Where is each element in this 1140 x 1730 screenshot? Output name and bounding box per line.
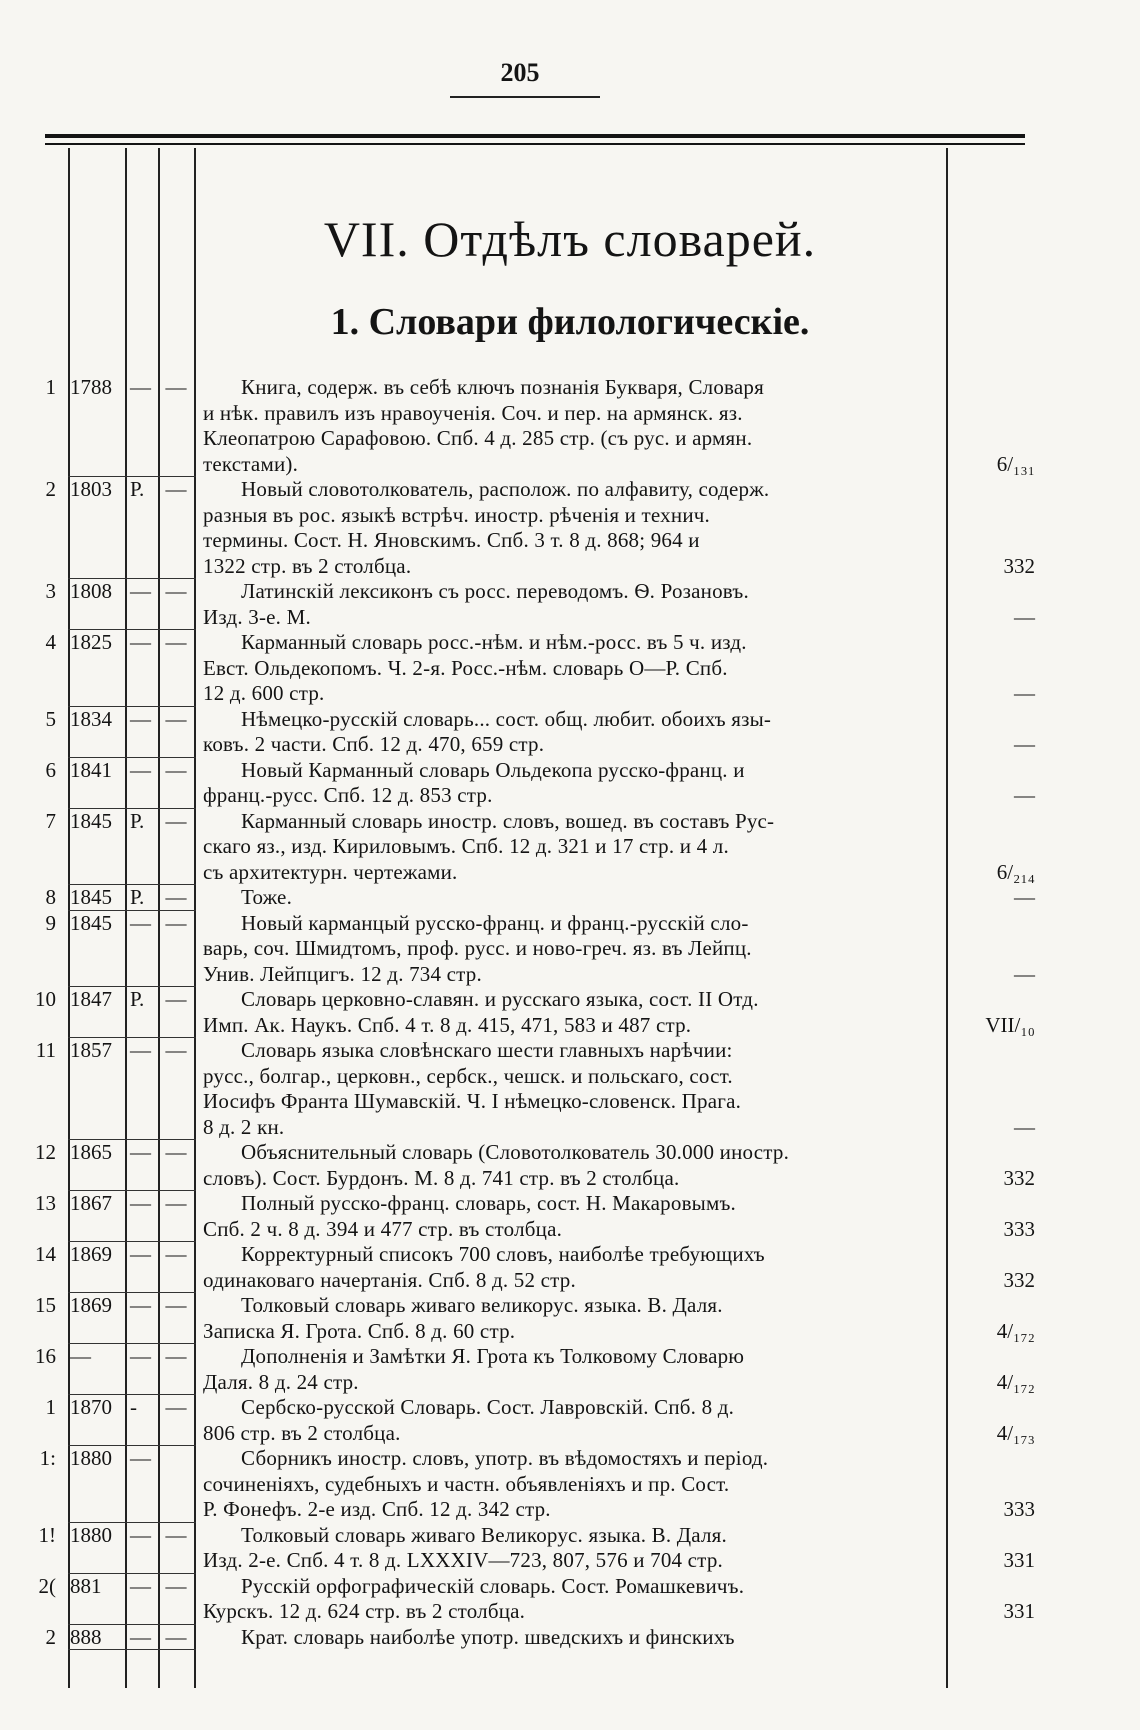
- entry-text-line: Книга, содерж. въ себѣ ключъ познанія Букваря, Словаря: [241, 375, 764, 399]
- entry-dash: —: [165, 1038, 187, 1062]
- entry-text-line: 8 д. 2 кн.: [203, 1114, 285, 1139]
- entry-reference: —: [1014, 961, 1035, 986]
- entry-dash: —: [165, 1395, 187, 1419]
- entry-description: [203, 1395, 941, 1446]
- entry-text-line: термины. Сост. Н. Яновскимъ. Спб. 3 т. 8 д. 868; 964 и: [203, 528, 700, 552]
- entry-reference: VII/₁₀: [985, 1012, 1035, 1037]
- entry-number: 1: [45, 375, 56, 399]
- entry-year: 1880: [70, 1522, 112, 1547]
- entry-text-line: Новый Карманный словарь Ольдекопа русско-франц. и: [241, 757, 745, 782]
- entry-dash: —: [165, 1140, 187, 1164]
- entry-text-line: Р. Фонефъ. 2-е изд. Спб. 12 д. 342 стр.: [203, 1497, 551, 1521]
- entry-text-line: Клеопатрою Сарафовою. Спб. 4 д. 285 стр. (съ рус. и армян.: [203, 426, 753, 450]
- entry-text-line: Курскъ. 12 д. 624 стр. въ 2 столбца.: [203, 1599, 526, 1623]
- entry-text-line: Дополненія и Замѣтки Я. Грота къ Толковому Словарю: [241, 1344, 745, 1368]
- entry-description: [203, 809, 941, 886]
- entry-text-line: Нѣмецко-русскій словарь... сост. общ. любит. обоихъ язы-: [241, 706, 772, 731]
- entry-number: 2: [45, 477, 56, 501]
- subsection-title: 1. Словари филологическіе.: [330, 301, 810, 343]
- entry-dash: —: [165, 375, 187, 399]
- entry-number: 12: [35, 1140, 56, 1164]
- entry-number: 8: [45, 885, 56, 909]
- entry-description: [203, 1344, 941, 1395]
- page-number: 205: [500, 58, 540, 87]
- entry-text-line: 12 д. 600 стр.: [203, 681, 325, 705]
- entry-dash: —: [165, 1522, 187, 1547]
- entry-description: [203, 1293, 941, 1344]
- entry-mark: —: [130, 1624, 151, 1649]
- entry-year: 1845: [70, 885, 112, 909]
- entry-description: [203, 758, 941, 809]
- entry-text-line: 806 стр. въ 2 столбца.: [203, 1420, 401, 1445]
- entry-year: 1869: [70, 1242, 112, 1266]
- entry-text-line: варь, соч. Шмидтомъ, проф. русс. и ново-греч. яз. въ Лейпц.: [203, 936, 752, 960]
- entry-description: [203, 1242, 941, 1293]
- entry-reference: 332: [1003, 1165, 1035, 1190]
- entry-dash: —: [165, 757, 187, 782]
- entry-mark: -: [130, 1395, 137, 1419]
- entry-text-line: Объяснительный словарь (Словотолкователь 30.000 иностр.: [241, 1140, 790, 1164]
- entry-description: [203, 987, 941, 1038]
- entry-text-line: Крат. словарь наиболѣе употр. шведскихъ и финскихъ: [241, 1624, 735, 1649]
- entry-mark: —: [130, 1522, 151, 1547]
- entry-text-line: 1322 стр. въ 2 столбца.: [203, 553, 412, 578]
- entry-mark: —: [130, 1573, 151, 1598]
- entry-reference: —: [1014, 681, 1035, 705]
- entry-number: 16: [35, 1344, 56, 1368]
- entry-text-line: разныя въ рос. языкѣ встрѣч. иностр. рѣченія и технич.: [203, 502, 710, 527]
- entry-text-line: Русскій орфографическій словарь. Сост. Ромашкевичъ.: [241, 1573, 745, 1598]
- entry-mark: —: [130, 1038, 151, 1062]
- entry-reference: 331: [1003, 1599, 1035, 1623]
- entry-number: 14: [35, 1242, 56, 1266]
- entry-reference: 4/₁₇₂: [996, 1318, 1035, 1343]
- entry-text-line: Корректурный списокъ 700 словъ, наиболѣе требующихъ: [241, 1242, 765, 1266]
- entry-mark: Р.: [130, 808, 145, 833]
- entry-mark: Р.: [130, 477, 145, 501]
- entry-number: 4: [45, 630, 56, 654]
- entry-year: 1788: [70, 375, 112, 399]
- entry-mark: —: [130, 1293, 151, 1317]
- entry-year: 1845: [70, 910, 112, 935]
- entry-year: 888: [70, 1624, 102, 1649]
- entry-text-line: Записка Я. Грота. Спб. 8 д. 60 стр.: [203, 1318, 516, 1343]
- entry-reference: 333: [1003, 1216, 1035, 1241]
- entry-reference: 4/₁₇₃: [996, 1420, 1035, 1445]
- entry-text-line: Толковый словарь живаго великорус. языка. В. Даля.: [241, 1293, 723, 1317]
- entry-description: [203, 1038, 941, 1140]
- entry-text-line: Новый карманцый русско-франц. и франц.-русскій сло-: [241, 910, 749, 935]
- entry-text-line: Толковый словарь живаго Великорус. языка. В. Даля.: [241, 1522, 727, 1547]
- entry-year: 1870: [70, 1395, 112, 1419]
- entry-text-line: Полный русско-франц. словарь, сост. Н. Макаровымъ.: [241, 1191, 736, 1215]
- entry-description: [203, 1523, 941, 1574]
- entry-number: 1:: [39, 1446, 56, 1470]
- entry-text-line: ковъ. 2 части. Спб. 12 д. 470, 659 стр.: [203, 732, 545, 756]
- entry-text-line: Спб. 2 ч. 8 д. 394 и 477 стр. въ столбца.: [203, 1216, 563, 1241]
- entry-number: 15: [35, 1293, 56, 1317]
- entry-text-line: Сербско-русской Словарь. Сост. Лавровскій. Спб. 8 д.: [241, 1395, 735, 1419]
- entry-text-line: Сборникъ иностр. словъ, употр. въ вѣдомостяхъ и період.: [241, 1446, 769, 1470]
- entry-reference: —: [1014, 732, 1035, 756]
- entry-reference: —: [1014, 885, 1035, 909]
- entry-dash: —: [165, 1624, 187, 1649]
- entry-reference: 333: [1003, 1497, 1035, 1521]
- entry-description: [203, 579, 941, 630]
- entry-text-line: и нѣк. правилъ изъ нравоученія. Соч. и пер. на армянск. яз.: [203, 400, 743, 425]
- entry-reference: 332: [1003, 1267, 1035, 1292]
- entry-mark: —: [130, 757, 151, 782]
- entry-separator: [68, 1649, 196, 1650]
- entry-reference: 331: [1003, 1548, 1035, 1572]
- entry-number: 3: [45, 579, 56, 603]
- entry-year: 1841: [70, 757, 112, 782]
- entry-year: 1867: [70, 1191, 112, 1215]
- entry-dash: —: [165, 1191, 187, 1215]
- entry-mark: Р.: [130, 885, 145, 909]
- entry-number: 1!: [38, 1522, 56, 1547]
- entry-mark: —: [130, 1140, 151, 1164]
- entry-number: 2(: [38, 1573, 56, 1598]
- entry-text-line: Карманный словарь росс.-нѣм. и нѣм.-росс. въ 5 ч. изд.: [241, 630, 747, 654]
- entry-dash: —: [165, 1344, 187, 1368]
- entry-reference: —: [1014, 783, 1035, 807]
- entry-number: 5: [45, 706, 56, 731]
- entry-text-line: Карманный словарь иностр. словъ, вошед. въ составъ Рус-: [241, 808, 775, 833]
- entry-dash: —: [165, 630, 187, 654]
- entry-mark: Р.: [130, 987, 145, 1011]
- entry-dash: —: [165, 1293, 187, 1317]
- entry-text-line: скаго яз., изд. Кириловымъ. Спб. 12 д. 321 и 17 стр. и 4 л.: [203, 834, 729, 858]
- entry-mark: —: [130, 579, 151, 603]
- entry-mark: —: [130, 375, 151, 399]
- entry-mark: —: [130, 1344, 151, 1368]
- entry-text-line: Латинскій лексиконъ съ росс. переводомъ. Ѳ. Розановъ.: [241, 579, 749, 603]
- entry-number: 9: [45, 910, 56, 935]
- entry-description: [203, 1446, 941, 1523]
- entry-text-line: Иосифъ Франта Шумавскій. Ч. I нѣмецко-словенск. Прага.: [203, 1089, 742, 1113]
- entry-number: 7: [45, 808, 56, 833]
- entry-mark: —: [130, 1191, 151, 1215]
- entry-description: [203, 911, 941, 988]
- entry-number: 6: [45, 757, 56, 782]
- entry-description: [203, 707, 941, 758]
- entry-year: 1834: [70, 706, 112, 731]
- entry-year: 1845: [70, 808, 112, 833]
- entry-dash: —: [165, 1573, 187, 1598]
- entry-mark: —: [130, 1446, 151, 1470]
- entry-description: [203, 630, 941, 707]
- entry-text-line: сочиненіяхъ, судебныхъ и частн. объявленіяхъ и пр. Сост.: [203, 1471, 730, 1496]
- entry-reference: 6/₂₁₄: [996, 859, 1035, 884]
- entry-description: [203, 1140, 941, 1191]
- entry-reference: 332: [1003, 553, 1035, 578]
- entry-reference: 6/₁₃₁: [996, 451, 1035, 476]
- entry-text-line: Имп. Ак. Наукъ. Спб. 4 т. 8 д. 415, 471, 583 и 487 стр.: [203, 1012, 692, 1037]
- entry-number: 2: [45, 1624, 56, 1649]
- entry-text-line: Тоже.: [241, 885, 293, 909]
- entry-description: [203, 1191, 941, 1242]
- entry-dash: —: [165, 808, 187, 833]
- entry-description: [203, 885, 941, 911]
- entry-dash: —: [165, 910, 187, 935]
- entry-text-line: Даля. 8 д. 24 стр.: [203, 1369, 359, 1394]
- entry-text-line: текстами).: [203, 451, 299, 476]
- section-title: VII. Отдѣлъ словарей.: [323, 211, 817, 267]
- entry-number: 10: [35, 987, 56, 1011]
- entry-description: [203, 1625, 941, 1651]
- entry-description: [203, 375, 941, 477]
- entry-text-line: франц.-русс. Спб. 12 д. 853 стр.: [203, 783, 493, 807]
- entry-mark: —: [130, 1242, 151, 1266]
- entry-year: 1847: [70, 987, 112, 1011]
- entry-year: 1808: [70, 579, 112, 603]
- entry-text-line: Изд. 2-е. Спб. 4 т. 8 д. LXXXIV—723, 807, 576 и 704 стр.: [203, 1548, 723, 1572]
- entry-text-line: съ архитектурн. чертежами.: [203, 859, 458, 884]
- entry-description: [203, 1574, 941, 1625]
- entry-text-line: Унив. Лейпцигъ. 12 д. 734 стр.: [203, 961, 482, 986]
- entry-mark: —: [130, 910, 151, 935]
- entry-year: 1880: [70, 1446, 112, 1470]
- entry-dash: —: [165, 1242, 187, 1266]
- entry-text-line: Словарь церковно-славян. и русскаго языка, сост. II Отд.: [241, 987, 759, 1011]
- entry-dash: —: [165, 579, 187, 603]
- entry-reference: 4/₁₇₂: [996, 1369, 1035, 1394]
- entry-number: 1: [45, 1395, 56, 1419]
- entry-dash: —: [165, 885, 187, 909]
- entry-text-line: Изд. 3-е. М.: [203, 604, 311, 629]
- entry-year: 1857: [70, 1038, 112, 1062]
- entry-year: 1825: [70, 630, 112, 654]
- entry-reference: —: [1014, 1114, 1035, 1139]
- entry-reference: —: [1014, 604, 1035, 629]
- entry-mark: —: [130, 706, 151, 731]
- entry-number: 13: [35, 1191, 56, 1215]
- entry-year: 881: [70, 1573, 102, 1598]
- entry-text-line: русс., болгар., церковн., сербск., чешск. и польскаго, сост.: [203, 1063, 733, 1088]
- entry-year: 1869: [70, 1293, 112, 1317]
- entry-text-line: словъ). Сост. Бурдонъ. М. 8 д. 741 стр. въ 2 столбца.: [203, 1165, 680, 1190]
- entry-number: 11: [35, 1038, 56, 1062]
- entry-mark: —: [130, 630, 151, 654]
- entry-dash: —: [165, 477, 187, 501]
- entry-year: —: [70, 1344, 91, 1368]
- entry-year: 1865: [70, 1140, 112, 1164]
- entry-description: [203, 477, 941, 579]
- entry-text-line: Новый словотолкователь, располож. по алфавиту, содерж.: [241, 477, 770, 501]
- entry-text-line: Словарь языка словѣнскаго шести главныхъ нарѣчии:: [241, 1038, 733, 1062]
- entry-text-line: Евст. Ольдекопомъ. Ч. 2-я. Росс.-нѣм. словарь О—Р. Спб.: [203, 655, 728, 680]
- entry-text-line: одинаковаго начертанія. Спб. 8 д. 52 стр.: [203, 1267, 576, 1292]
- entry-dash: —: [165, 706, 187, 731]
- entry-year: 1803: [70, 477, 112, 501]
- entry-dash: —: [165, 987, 187, 1011]
